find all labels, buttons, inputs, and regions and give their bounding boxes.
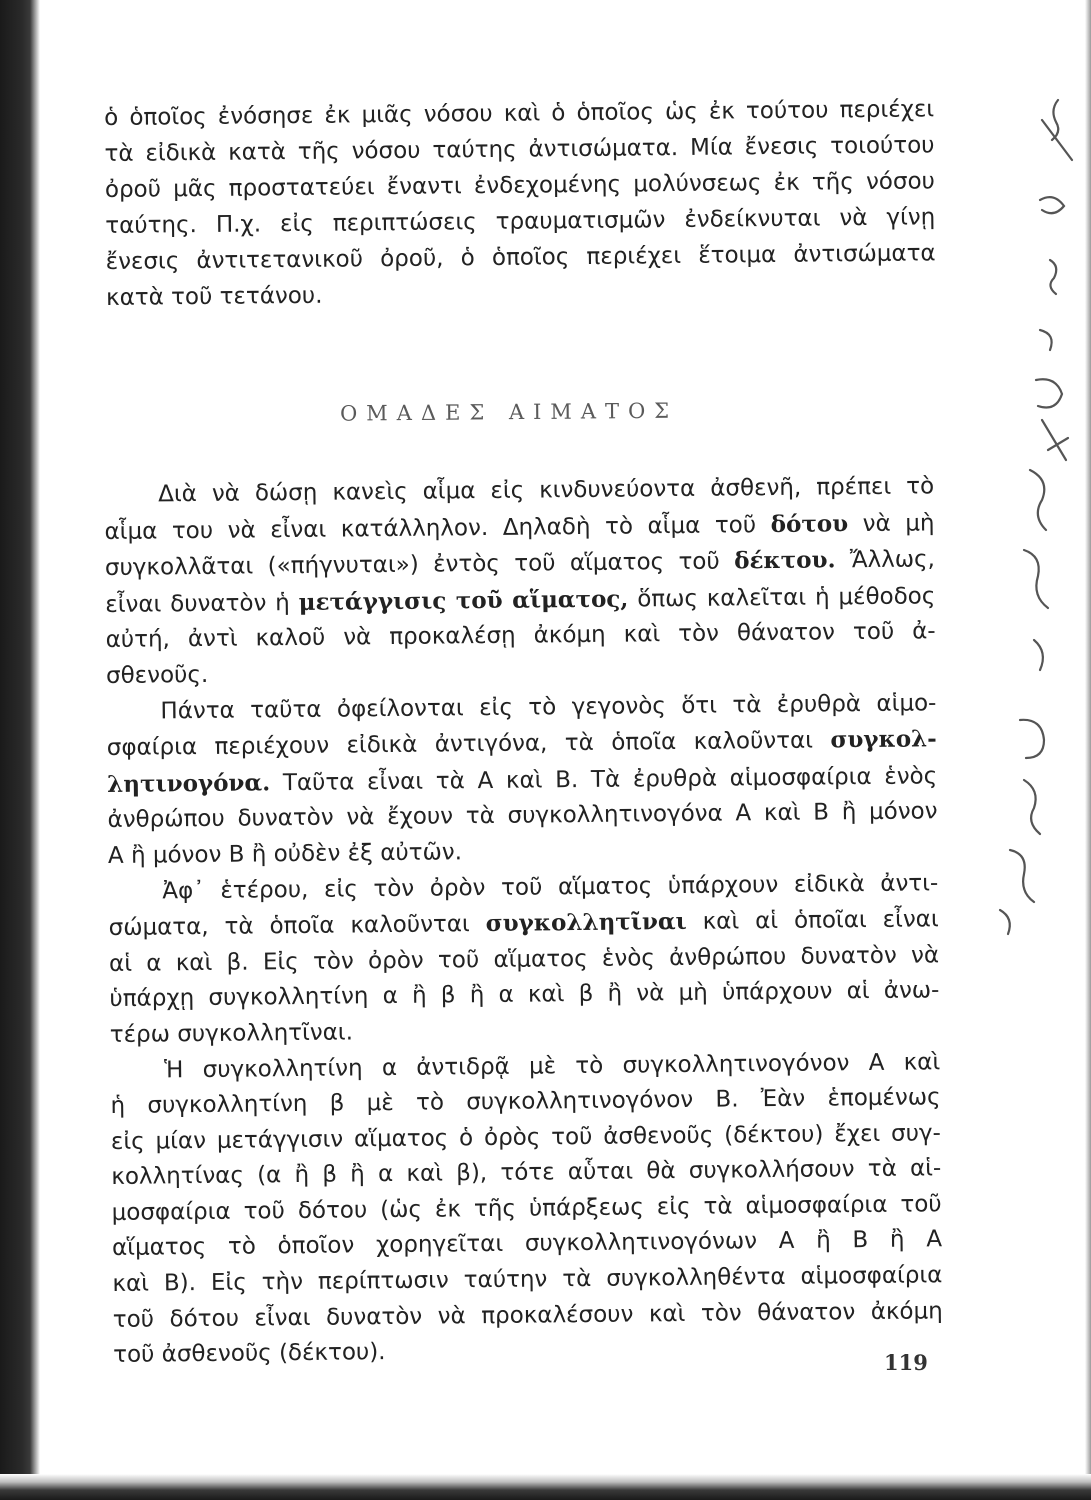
text-run: Ταῦτα εἶναι τὰ Α καὶ Β. Τὰ ἐρυθρὰ αἱμοσφαίρια ἑνὸς [270, 763, 938, 797]
text-line: αὐτή, ἀντὶ καλοῦ νὰ προκαλέσῃ ἀκόμη καὶ τὸν θάνατον τοῦ ἀ- [105, 618, 936, 654]
text-line: τὰ εἰδικὰ κατὰ τῆς νόσου ταύτης ἀντισώματα. Μία ἔνεσις τοιούτου [104, 132, 935, 167]
text-line: κατὰ τοῦ τετάνου. [105, 282, 323, 311]
bold-term: συγκολ- [830, 725, 937, 754]
text-line: Διὰ νὰ δώσῃ κανεὶς αἷμα εἰς κινδυνεύοντα ἀσθενῆ, πρέπει τὸ [158, 473, 935, 508]
bold-term: δότου [770, 509, 849, 538]
text-run: σώματα, τὰ ὁποῖα καλοῦνται [108, 911, 486, 942]
bold-term: μετάγγισις τοῦ αἵματος, [298, 585, 629, 616]
bold-term: συγκολλητῖναι [485, 908, 687, 938]
text-line: Α ἢ μόνον Β ἢ οὐδὲν ἐξ αὐτῶν. [107, 839, 463, 869]
text-run: νὰ μὴ [848, 509, 935, 537]
text-run: αἷμα του νὰ εἶναι κατάλληλον. Δηλαδὴ τὸ αἷμα τοῦ [104, 511, 771, 545]
text-run: συγκολλᾶται («πήγνυται») ἐντὸς τοῦ αἵματος τοῦ [104, 548, 735, 582]
text-run: ὅπως καλεῖται ἡ μέθοδος [628, 583, 936, 613]
text-line: μοσφαίρια τοῦ δότου (ὡς ἐκ τῆς ὑπάρξεως εἰς τὰ αἱμοσφαίρια τοῦ [111, 1191, 942, 1226]
text-run: σφαίρια περιέχουν εἰδικὰ ἀντιγόνα, τὰ ὁποῖα καλοῦνται [106, 727, 831, 762]
bold-term: δέκτου. [734, 546, 836, 575]
text-line: τέρω συγκολλητῖναι. [109, 1019, 354, 1048]
text-line: σθενοῦς. [105, 661, 209, 689]
scan-border-left [0, 0, 40, 1500]
text-line: κολλητίνας (α ἢ β ἢ α καὶ β), τότε αὗται θὰ συγκολλήσουν τὰ αἱ- [111, 1155, 942, 1191]
text-run: Ἄλλως, [835, 546, 936, 574]
text-line: Ἡ συγκολλητίνη α ἀντιδρᾷ μὲ τὸ συγκολλητινογόνον Α καὶ [164, 1048, 941, 1083]
handwritten-margin-note [980, 80, 1080, 960]
scan-border-right [1085, 0, 1091, 1500]
text-line: τοῦ ἀσθενοῦς (δέκτου). [113, 1339, 386, 1369]
text-line: ὑπάρχῃ συγκολλητίνη α ἢ β ἢ α καὶ β ἢ νὰ μὴ ὑπάρχουν αἱ ἀνω- [109, 977, 940, 1013]
bold-term: λητινογόνα. [107, 769, 271, 798]
text-line: ἡ συγκολλητίνη β μὲ τὸ συγκολλητινογόνον Β. Ἐὰν ἑπομένως [110, 1084, 941, 1120]
intro-paragraph [104, 91, 936, 316]
text-line: Πάντα ταῦτα ὀφείλονται εἰς τὸ γεγονὸς ὅτι τὰ ἐρυθρὰ αἱμο- [160, 689, 937, 724]
page-number: 119 [884, 1350, 928, 1375]
text-line: τοῦ δότου εἶναι δυνατὸν νὰ προκαλέσουν καὶ τὸν θάνατον ἀκόμη [112, 1297, 943, 1333]
text-line: αἵματος τὸ ὁποῖον χορηγεῖται συγκολλητινογόνων Α ἢ Β ἢ Α [111, 1226, 943, 1262]
text-line: Ἀφ᾽ ἑτέρου, εἰς τὸν ὀρὸν τοῦ αἵματος ὑπάρχουν εἰδικὰ ἀντι- [162, 869, 939, 904]
text-line: καὶ Β). Εἰς τὴν περίπτωσιν ταύτην τὰ συγκολληθέντα αἱμοσφαίρια [112, 1262, 943, 1298]
text-line: ὁ ὁποῖος ἐνόσησε ἐκ μιᾶς νόσου καὶ ὁ ὁποῖος ὡς ἐκ τούτου περιέχει [104, 96, 935, 131]
section-body [104, 469, 943, 1373]
text-line: ὀροῦ μᾶς προστατεύει ἔναντι ἐνδεχομένης μολύνσεως ἐκ τῆς νόσου [104, 168, 936, 203]
scan-border-bottom [0, 1474, 1091, 1500]
section-heading: ΟΜΑΔΕΣ ΑΙΜΑΤΟΣ [339, 398, 679, 426]
text-line: ἀνθρώπου δυνατὸν νὰ ἔχουν τὰ συγκολλητινογόνα Α καὶ Β ἢ μόνον [107, 798, 938, 834]
text-line: αἱ α καὶ β. Εἰς τὸν ὀρὸν τοῦ αἵματος ἑνὸς ἀνθρώπου δυνατὸν νὰ [108, 942, 940, 977]
text-run: εἶναι δυνατὸν ἡ [105, 589, 299, 618]
text-line: ἔνεσις ἀντιτετανικοῦ ὀροῦ, ὁ ὁποῖος περιέχει ἕτοιμα ἀντισώματα [105, 240, 936, 275]
text-line: ταύτης. Π.χ. εἰς περιπτώσεις τραυματισμῶν ἐνδείκνυται νὰ γίνῃ [105, 204, 936, 239]
text-run: καὶ αἱ ὁποῖαι εἶναι [686, 906, 939, 936]
text-line: εἰς μίαν μετάγγισιν αἵματος ὁ ὀρὸς τοῦ ἀσθενοῦς (δέκτου) ἔχει συγ- [110, 1119, 942, 1155]
